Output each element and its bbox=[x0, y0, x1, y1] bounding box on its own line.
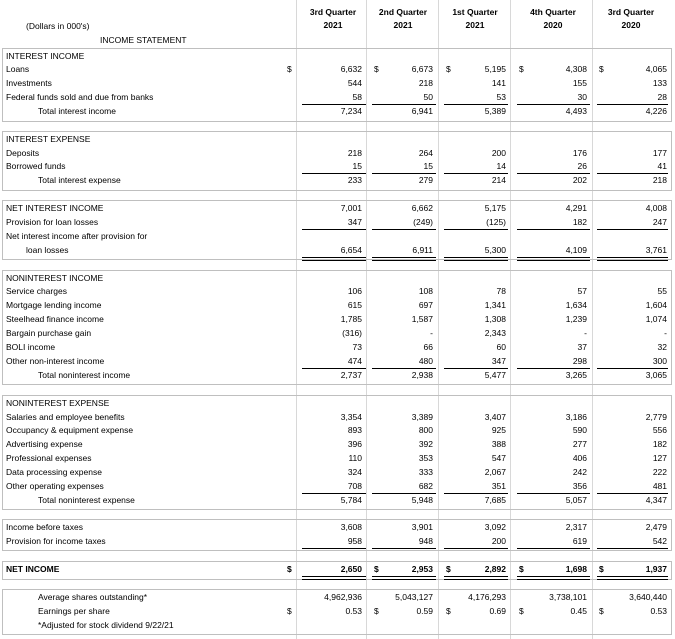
row-label: Provision for loan losses bbox=[6, 217, 99, 227]
column-header-5: 3rd Quarter 2020 bbox=[607, 7, 655, 30]
cell-value: 202 bbox=[572, 175, 587, 185]
cell-value: 200 bbox=[491, 148, 506, 158]
row-label: Total interest income bbox=[38, 106, 116, 116]
table-row bbox=[0, 466, 675, 479]
table-row bbox=[0, 50, 675, 63]
cell-value: 3,901 bbox=[411, 522, 433, 532]
cell-value: 958 bbox=[347, 536, 362, 546]
cell-value: 214 bbox=[491, 175, 506, 185]
cell-value: 28 bbox=[657, 92, 667, 102]
cell-value: 481 bbox=[652, 481, 667, 491]
table-row bbox=[0, 174, 675, 187]
dollar-sign: $ bbox=[599, 564, 604, 574]
cell-value: 1,587 bbox=[411, 314, 433, 324]
row-label: BOLI income bbox=[6, 342, 56, 352]
cell-value: 30 bbox=[577, 92, 587, 102]
cell-value: 218 bbox=[652, 175, 667, 185]
table-row bbox=[0, 619, 675, 632]
double-underline bbox=[302, 576, 366, 580]
cell-value: 5,948 bbox=[411, 495, 433, 505]
table-row bbox=[0, 77, 675, 90]
cell-value: 4,962,936 bbox=[324, 592, 362, 602]
table-row bbox=[0, 313, 675, 326]
cell-value: 133 bbox=[652, 78, 667, 88]
cell-value: 5,389 bbox=[484, 106, 506, 116]
cell-value: - bbox=[664, 328, 667, 338]
table-row bbox=[0, 521, 675, 534]
cell-value: 155 bbox=[572, 78, 587, 88]
row-label: INTEREST INCOME bbox=[6, 51, 85, 61]
cell-value: 4,308 bbox=[565, 64, 587, 74]
dollar-sign: $ bbox=[519, 564, 524, 574]
cell-value: 3,092 bbox=[484, 522, 506, 532]
table-row bbox=[0, 591, 675, 604]
table-row bbox=[0, 216, 675, 229]
cell-value: 264 bbox=[418, 148, 433, 158]
cell-value: 5,043,127 bbox=[395, 592, 433, 602]
cell-value: 0.53 bbox=[345, 606, 362, 616]
dollar-sign: $ bbox=[599, 606, 604, 616]
cell-value: 544 bbox=[347, 78, 362, 88]
total-underline bbox=[517, 548, 590, 549]
cell-value: - bbox=[584, 328, 587, 338]
cell-value: 1,634 bbox=[565, 300, 587, 310]
table-row bbox=[0, 160, 675, 173]
double-underline bbox=[372, 576, 436, 580]
cell-value: 2,953 bbox=[411, 564, 433, 574]
row-label: NONINTEREST INCOME bbox=[6, 273, 104, 283]
cell-value: 619 bbox=[572, 536, 587, 546]
row-label: Total noninterest income bbox=[38, 370, 131, 380]
dollar-sign: $ bbox=[374, 606, 379, 616]
cell-value: 948 bbox=[418, 536, 433, 546]
dollar-sign: $ bbox=[599, 64, 604, 74]
cell-value: 53 bbox=[496, 92, 506, 102]
cell-value: 2,938 bbox=[411, 370, 433, 380]
cell-value: 3,407 bbox=[484, 412, 506, 422]
cell-value: 800 bbox=[418, 425, 433, 435]
cell-value: 590 bbox=[572, 425, 587, 435]
table-row bbox=[0, 327, 675, 340]
dollar-sign: $ bbox=[446, 606, 451, 616]
dollar-sign: $ bbox=[287, 606, 292, 616]
cell-value: 893 bbox=[347, 425, 362, 435]
cell-value: 2,650 bbox=[340, 564, 362, 574]
cell-value: 4,008 bbox=[645, 203, 667, 213]
cell-value: 298 bbox=[572, 356, 587, 366]
cell-value: 182 bbox=[572, 217, 587, 227]
cell-value: 542 bbox=[652, 536, 667, 546]
cell-value: 353 bbox=[418, 453, 433, 463]
double-underline bbox=[372, 257, 436, 261]
double-underline bbox=[597, 576, 668, 580]
cell-value: 60 bbox=[496, 342, 506, 352]
table-row bbox=[0, 341, 675, 354]
cell-value: 406 bbox=[572, 453, 587, 463]
cell-value: 32 bbox=[657, 342, 667, 352]
table-row bbox=[0, 202, 675, 215]
cell-value: 5,477 bbox=[484, 370, 506, 380]
table-row bbox=[0, 480, 675, 493]
cell-value: 2,737 bbox=[340, 370, 362, 380]
row-label: NET INTEREST INCOME bbox=[6, 203, 104, 213]
table-row bbox=[0, 272, 675, 285]
cell-value: 66 bbox=[423, 342, 433, 352]
cell-value: 218 bbox=[418, 78, 433, 88]
row-label: Occupancy & equipment expense bbox=[6, 425, 134, 435]
cell-value: 1,937 bbox=[645, 564, 667, 574]
double-underline bbox=[517, 576, 590, 580]
cell-value: 474 bbox=[347, 356, 362, 366]
row-label: Bargain purchase gain bbox=[6, 328, 92, 338]
cell-value: 4,065 bbox=[645, 64, 667, 74]
cell-value: 2,067 bbox=[484, 467, 506, 477]
table-row bbox=[0, 452, 675, 465]
cell-value: 7,234 bbox=[340, 106, 362, 116]
cell-value: 1,604 bbox=[645, 300, 667, 310]
row-label: Total interest expense bbox=[38, 175, 121, 185]
column-header-2: 2nd Quarter 2021 bbox=[378, 7, 428, 30]
cell-value: 2,892 bbox=[484, 564, 506, 574]
cell-value: 4,226 bbox=[645, 106, 667, 116]
row-label: Other non-interest income bbox=[6, 356, 105, 366]
cell-value: 5,784 bbox=[340, 495, 362, 505]
table-row bbox=[0, 369, 675, 382]
cell-value: 396 bbox=[347, 439, 362, 449]
cell-value: 6,662 bbox=[411, 203, 433, 213]
cell-value: 110 bbox=[348, 453, 362, 463]
cell-value: 218 bbox=[347, 148, 362, 158]
cell-value: 6,632 bbox=[340, 64, 362, 74]
cell-value: 41 bbox=[657, 161, 667, 171]
cell-value: 55 bbox=[657, 286, 667, 296]
row-label: Loans bbox=[6, 64, 30, 74]
dollar-sign: $ bbox=[374, 564, 379, 574]
double-underline bbox=[302, 257, 366, 261]
cell-value: 50 bbox=[423, 92, 433, 102]
table-row bbox=[0, 494, 675, 507]
cell-value: 925 bbox=[491, 425, 506, 435]
total-underline bbox=[444, 548, 508, 549]
cell-value: 0.45 bbox=[570, 606, 587, 616]
cell-value: 182 bbox=[652, 439, 667, 449]
dollar-sign: $ bbox=[446, 64, 451, 74]
cell-value: 6,941 bbox=[411, 106, 433, 116]
cell-value: 392 bbox=[418, 439, 433, 449]
total-underline bbox=[302, 548, 366, 549]
cell-value: 3,389 bbox=[411, 412, 433, 422]
double-underline bbox=[444, 257, 508, 261]
cell-value: 176 bbox=[572, 148, 587, 158]
statement-title-row bbox=[0, 34, 675, 47]
table-row bbox=[0, 411, 675, 424]
table-row bbox=[0, 105, 675, 118]
table-row bbox=[0, 147, 675, 160]
cell-value: 356 bbox=[572, 481, 587, 491]
cell-value: 1,308 bbox=[484, 314, 506, 324]
cell-value: 4,109 bbox=[565, 245, 587, 255]
dollar-sign: $ bbox=[519, 64, 524, 74]
row-label: NONINTEREST EXPENSE bbox=[6, 398, 110, 408]
cell-value: (125) bbox=[486, 217, 506, 227]
cell-value: 682 bbox=[418, 481, 433, 491]
row-label: Earnings per share bbox=[38, 606, 110, 616]
table-row bbox=[0, 133, 675, 146]
cell-value: 78 bbox=[496, 286, 506, 296]
double-underline bbox=[517, 257, 590, 261]
cell-value: (316) bbox=[342, 328, 362, 338]
dollar-sign: $ bbox=[287, 64, 292, 74]
cell-value: 3,265 bbox=[565, 370, 587, 380]
cell-value: - bbox=[430, 328, 433, 338]
table-row bbox=[0, 535, 675, 548]
cell-value: 15 bbox=[352, 161, 362, 171]
cell-value: 300 bbox=[652, 356, 667, 366]
row-label: Salaries and employee benefits bbox=[6, 412, 125, 422]
cell-value: 6,911 bbox=[412, 245, 433, 255]
table-row bbox=[0, 355, 675, 368]
cell-value: 108 bbox=[418, 286, 433, 296]
cell-value: 2,343 bbox=[484, 328, 506, 338]
table-row bbox=[0, 299, 675, 312]
cell-value: 3,065 bbox=[645, 370, 667, 380]
cell-value: 1,074 bbox=[645, 314, 667, 324]
units-label-row bbox=[0, 20, 675, 33]
row-label: loan losses bbox=[26, 245, 69, 255]
cell-value: 4,347 bbox=[645, 495, 667, 505]
column-header-1: 3rd Quarter 2021 bbox=[309, 7, 357, 30]
total-underline bbox=[372, 548, 436, 549]
cell-value: 351 bbox=[491, 481, 506, 491]
cell-value: 127 bbox=[652, 453, 667, 463]
cell-value: 14 bbox=[496, 161, 506, 171]
row-label: Data processing expense bbox=[6, 467, 102, 477]
cell-value: 15 bbox=[423, 161, 433, 171]
cell-value: 0.59 bbox=[416, 606, 433, 616]
cell-value: 6,673 bbox=[411, 64, 433, 74]
cell-value: 547 bbox=[491, 453, 506, 463]
cell-value: 1,698 bbox=[565, 564, 587, 574]
cell-value: 106 bbox=[347, 286, 362, 296]
cell-value: 1,341 bbox=[484, 300, 506, 310]
cell-value: 2,779 bbox=[645, 412, 667, 422]
cell-value: 37 bbox=[577, 342, 587, 352]
cell-value: 177 bbox=[652, 148, 667, 158]
units-label: (Dollars in 000's) bbox=[26, 21, 90, 31]
cell-value: 333 bbox=[418, 467, 433, 477]
total-underline bbox=[597, 548, 668, 549]
table-row bbox=[0, 397, 675, 410]
cell-value: 347 bbox=[491, 356, 506, 366]
cell-value: 6,654 bbox=[340, 245, 362, 255]
cell-value: 4,493 bbox=[565, 106, 587, 116]
cell-value: 3,186 bbox=[565, 412, 587, 422]
row-label: Deposits bbox=[6, 148, 40, 158]
cell-value: 2,317 bbox=[565, 522, 587, 532]
table-row bbox=[0, 285, 675, 298]
row-label: Investments bbox=[6, 78, 52, 88]
table-row bbox=[0, 244, 675, 257]
cell-value: 0.69 bbox=[489, 606, 506, 616]
dollar-sign: $ bbox=[519, 606, 524, 616]
cell-value: 697 bbox=[418, 300, 433, 310]
cell-value: 277 bbox=[572, 439, 587, 449]
table-row bbox=[0, 605, 675, 618]
dollar-sign: $ bbox=[287, 564, 292, 574]
table-row bbox=[0, 230, 675, 243]
cell-value: 347 bbox=[347, 217, 362, 227]
table-row bbox=[0, 438, 675, 451]
cell-value: 615 bbox=[347, 300, 362, 310]
row-label: Average shares outstanding* bbox=[38, 592, 148, 602]
table-row bbox=[0, 91, 675, 104]
dollar-sign: $ bbox=[446, 564, 451, 574]
cell-value: 3,761 bbox=[645, 245, 667, 255]
cell-value: 3,354 bbox=[340, 412, 362, 422]
row-label: Advertising expense bbox=[6, 439, 83, 449]
row-label: Mortgage lending income bbox=[6, 300, 102, 310]
cell-value: 556 bbox=[652, 425, 667, 435]
double-underline bbox=[597, 257, 668, 261]
column-header-4: 4th Quarter 2020 bbox=[530, 7, 576, 30]
cell-value: 73 bbox=[352, 342, 362, 352]
row-label: Federal funds sold and due from banks bbox=[6, 92, 154, 102]
column-header-3: 1st Quarter 2021 bbox=[452, 7, 498, 30]
cell-value: 5,195 bbox=[484, 64, 506, 74]
cell-value: 3,608 bbox=[340, 522, 362, 532]
cell-value: 141 bbox=[491, 78, 506, 88]
cell-value: 26 bbox=[577, 161, 587, 171]
cell-value: 279 bbox=[418, 175, 433, 185]
cell-value: 388 bbox=[491, 439, 506, 449]
cell-value: 3,738,101 bbox=[549, 592, 587, 602]
cell-value: 0.53 bbox=[650, 606, 667, 616]
cell-value: 324 bbox=[347, 467, 362, 477]
table-row bbox=[0, 424, 675, 437]
row-label: Service charges bbox=[6, 286, 67, 296]
cell-value: 5,057 bbox=[565, 495, 587, 505]
cell-value: 57 bbox=[577, 286, 587, 296]
cell-value: (249) bbox=[413, 217, 433, 227]
row-label: Provision for income taxes bbox=[6, 536, 106, 546]
cell-value: 4,176,293 bbox=[468, 592, 506, 602]
row-label: Steelhead finance income bbox=[6, 314, 104, 324]
cell-value: 7,001 bbox=[340, 203, 362, 213]
cell-value: 5,175 bbox=[484, 203, 506, 213]
table-row bbox=[0, 63, 675, 76]
row-label: Total noninterest expense bbox=[38, 495, 135, 505]
statement-title: INCOME STATEMENT bbox=[100, 35, 187, 45]
dollar-sign: $ bbox=[374, 64, 379, 74]
row-label: NET INCOME bbox=[6, 564, 60, 574]
row-label: *Adjusted for stock dividend 9/22/21 bbox=[38, 620, 174, 630]
cell-value: 7,685 bbox=[484, 495, 506, 505]
cell-value: 4,291 bbox=[565, 203, 587, 213]
cell-value: 480 bbox=[418, 356, 433, 366]
cell-value: 1,239 bbox=[565, 314, 587, 324]
cell-value: 3,640,440 bbox=[629, 592, 667, 602]
cell-value: 708 bbox=[347, 481, 362, 491]
row-label: INTEREST EXPENSE bbox=[6, 134, 91, 144]
double-underline bbox=[444, 576, 508, 580]
cell-value: 58 bbox=[352, 92, 362, 102]
cell-value: 233 bbox=[347, 175, 362, 185]
cell-value: 242 bbox=[572, 467, 587, 477]
cell-value: 2,479 bbox=[645, 522, 667, 532]
cell-value: 1,785 bbox=[340, 314, 362, 324]
cell-value: 222 bbox=[652, 467, 667, 477]
table-row bbox=[0, 563, 675, 576]
row-label: Income before taxes bbox=[6, 522, 84, 532]
cell-value: 200 bbox=[491, 536, 506, 546]
row-label: Net interest income after provision for bbox=[6, 231, 148, 241]
cell-value: 247 bbox=[652, 217, 667, 227]
row-label: Other operating expenses bbox=[6, 481, 104, 491]
row-label: Professional expenses bbox=[6, 453, 92, 463]
row-label: Borrowed funds bbox=[6, 161, 66, 171]
cell-value: 5,300 bbox=[484, 245, 506, 255]
